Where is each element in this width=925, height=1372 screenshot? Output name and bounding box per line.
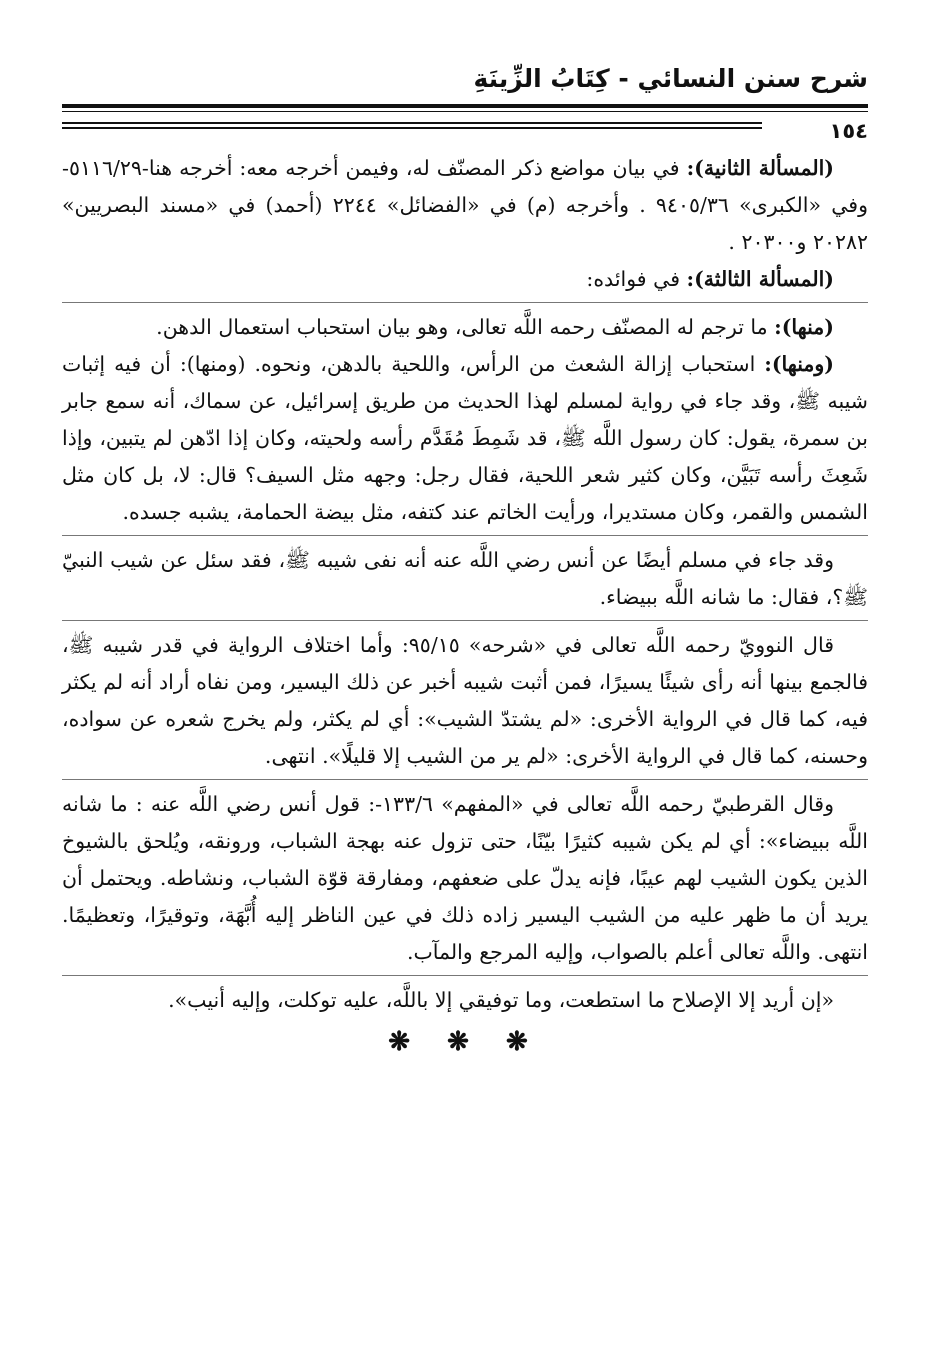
paragraph-text: استحباب إزالة الشعث من الرأس، واللحية بالدهن، ونحوه. (ومنها): أن فيه إثبات شيبه ﷺ، وقد جاء في رواية لمسلم لهذا الحديث من طريق إسرائيل، عن سماك، أنه سمع جابر بن سمرة، يقول: كان رسول اللَّه ﷺ، قد شَمِطَ مُقَدَّم رأسه ولحيته، وكان إذا ادّهن لم يتبين، وإذا شَعِثَ رأسه تَبَيَّن، وكان كثير شعر اللحية، فقال رجل: وجهه مثل السيف؟ قال: لا، بل كان مثل الشمس والقمر، وكان مستديرا، ورأيت الخاتم عند كتفه، مثل بيضة الحمامة، يشبه جسده.	[62, 352, 868, 524]
paragraph-text: في بيان مواضع ذكر المصنّف له، وفيمن أخرجه معه: أخرجه هنا-٥١١٦/٢٩- وفي «الكبرى» ٩٤٠٥/٣٦ . وأخرجه (م) في «الفضائل» ٢٢٤٤ (أحمد) في «مسند البصريين» ٢٠٢٨٢ و٢٠٣٠٠ .	[62, 156, 868, 254]
section-end-ornament: ❋ ❋ ❋	[388, 1027, 542, 1057]
paragraph	[62, 150, 868, 261]
page-number: ١٥٤	[820, 116, 868, 146]
paragraph-text: في فوائده:	[586, 267, 687, 291]
body-text	[62, 150, 868, 1019]
paragraph	[62, 982, 868, 1019]
paragraph-text: قال النوويّ رحمه اللَّه تعالى في «شرحه» ٩٥/١٥: وأما اختلاف الرواية في قدر شيبه ﷺ، فالجمع بينها أنه رأى شيئًا يسيرًا، فمن أثبت شيبه أخبر عن ذلك اليسير، ومن نفاه أراد أنه لم يكثر فيه، كما قال في الرواية الأخرى: «لم يشتدّ الشيب»: أي لم يكثر، ولم يخرج شعره عن سواده، وحسنه، كما قال في الرواية الأخرى: «لم ير من الشيب إلا قليلًا». انتهى.	[62, 633, 868, 768]
separator-line	[62, 975, 868, 976]
paragraph	[62, 309, 868, 346]
paragraph	[62, 786, 868, 971]
paragraph	[62, 261, 868, 298]
separator-line	[62, 302, 868, 303]
separator-line	[62, 620, 868, 621]
header-rule-thick	[62, 104, 868, 108]
running-title: شرح سنن النسائي - كِتَابُ الزِّينَةِ	[473, 64, 868, 93]
paragraph-lead: (منها):	[774, 315, 834, 339]
header-rule-thin	[62, 111, 868, 112]
paragraph	[62, 627, 868, 775]
page-number-rule	[62, 127, 762, 129]
book-page	[62, 52, 868, 1057]
separator-line	[62, 779, 868, 780]
paragraph-text: ما ترجم له المصنّف رحمه اللَّه تعالى، وهو بيان استحباب استعمال الدهن.	[156, 315, 775, 339]
paragraph-lead: (ومنها):	[764, 352, 834, 376]
separator-line	[62, 535, 868, 536]
paragraph-text: «إن أريد إلا الإصلاح ما استطعت، وما توفيقي إلا باللَّه، عليه توكلت، وإليه أنيب».	[168, 988, 834, 1012]
paragraph-lead: (المسألة الثانية):	[686, 156, 834, 180]
paragraph	[62, 542, 868, 616]
page-number-rule	[62, 122, 762, 124]
paragraph	[62, 346, 868, 531]
page-header	[62, 52, 868, 114]
paragraph-text: وقد جاء في مسلم أيضًا عن أنس رضي اللَّه عنه أنه نفى شيبه ﷺ، فقد سئل عن شيب النبيّ ﷺ؟، فقال: ما شانه اللَّه ببيضاء.	[62, 548, 868, 609]
page-number-row	[62, 116, 868, 150]
paragraph-text: وقال القرطبيّ رحمه اللَّه تعالى في «المفهم» ١٣٣/٦-: قول أنس رضي اللَّه عنه : ما شانه اللَّه ببيضاء»: أي لم يكن شيبه كثيرًا بيّنًا، حتى تزول عنه بهجة الشباب، ورونقه، ويُلحق بالشيوخ الذين يكون الشيب لهم عيبًا، فإنه يدلّ على ضعفهم، ومفارقة قوّة الشباب، ونشاطه. ويحتمل أن يريد أن ما ظهر عليه من الشيب اليسير زاده ذلك في عين الناظر إليه أُبَّهَة، وتوقيرًا، وتعظيمًا. انتهى. واللَّه تعالى أعلم بالصواب، وإليه المرجع والمآب.	[62, 792, 868, 964]
paragraph-lead: (المسألة الثالثة):	[686, 267, 834, 291]
